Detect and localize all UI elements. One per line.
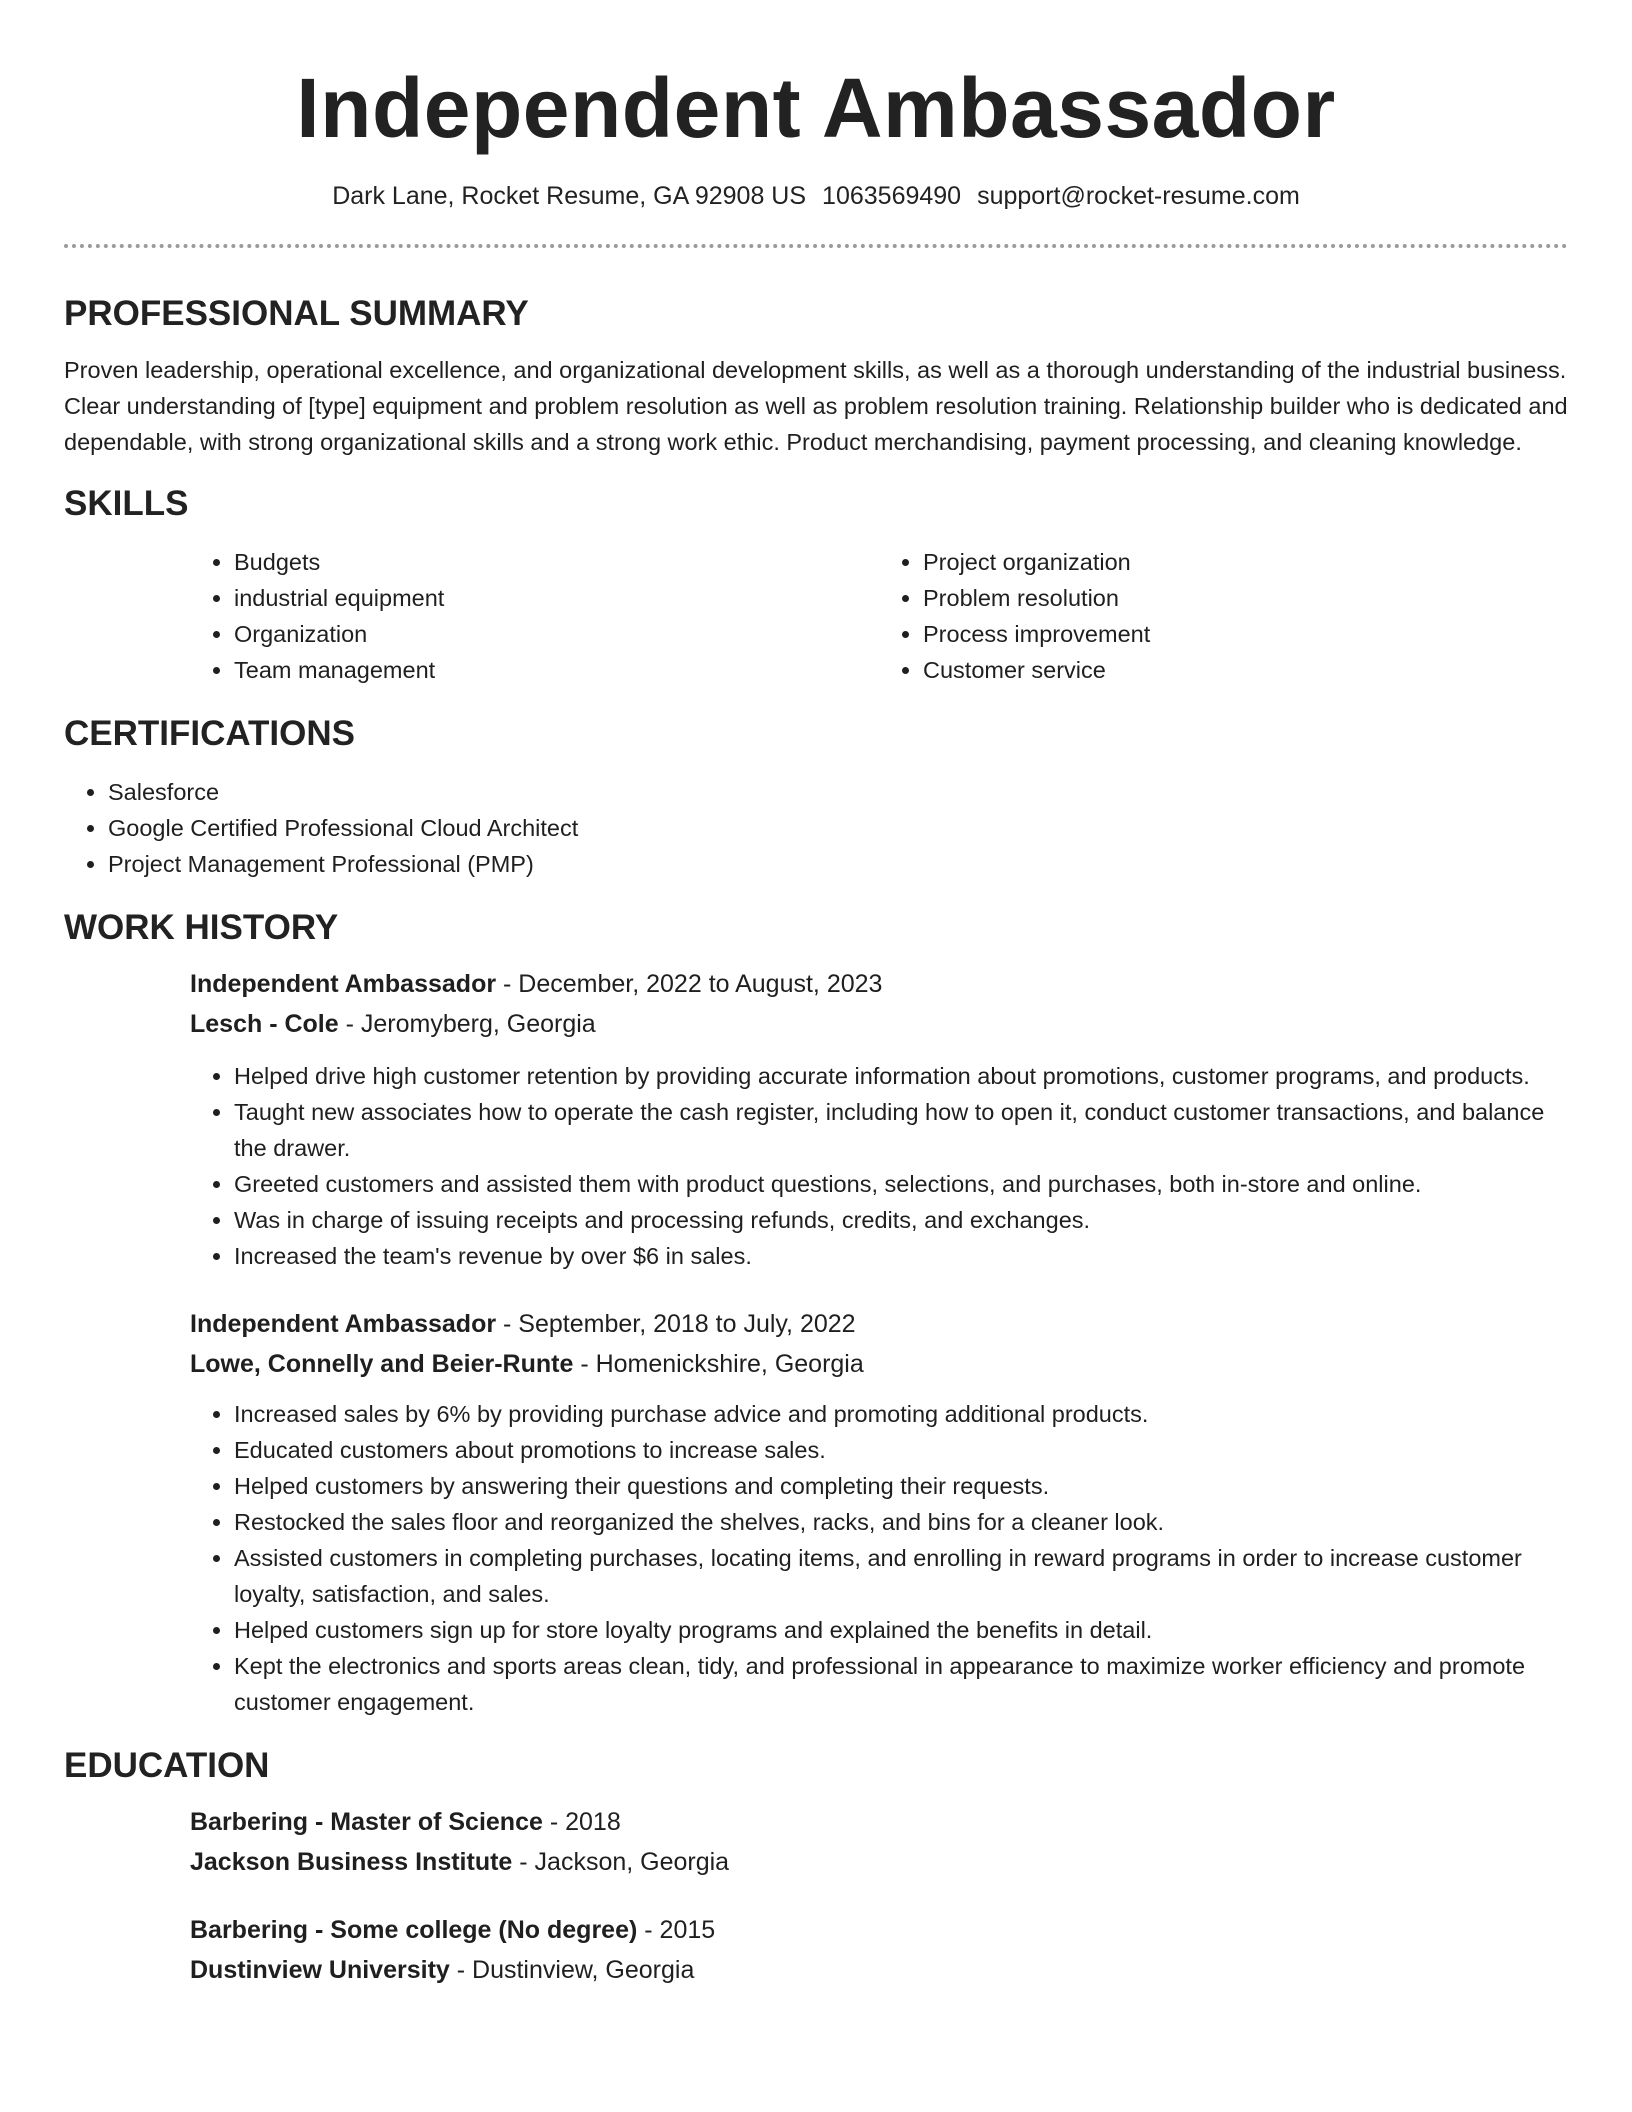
- job-company-line: [190, 1344, 1568, 1384]
- work-heading: WORK HISTORY: [64, 908, 339, 947]
- job-bullet: • Greeted customers and assisted them with product questions, selections, and purchases, both in-store and online.: [234, 1166, 1568, 1202]
- job-company: Lowe, Connelly and Beier-Runte: [190, 1350, 574, 1378]
- certifications-section: [64, 712, 1568, 882]
- skill-item: • Budgets: [234, 544, 879, 580]
- education-school-line: [190, 1842, 1568, 1882]
- education-location: - Dustinview, Georgia: [449, 1956, 695, 1984]
- job-bullet: • Kept the electronics and sports areas clean, tidy, and professional in appearance to maximize worker efficiency and promote customer engagement.: [234, 1648, 1568, 1720]
- job-bullets: [190, 1058, 1568, 1274]
- summary-text: Proven leadership, operational excellence, and organizational development skills, as well as a thorough understanding of the industrial business. Clear understanding of [type] equipment and problem resolution as well as problem resolution training. Relationship builder who is dedicated and dependable, with strong organizational skills and a strong work ethic. Product merchandising, payment processing, and cleaning knowledge.: [64, 357, 1568, 455]
- education-entry: [190, 1802, 1568, 1882]
- education-heading: EDUCATION: [64, 1746, 270, 1785]
- skills-section: [64, 482, 1568, 688]
- skill-item: • Organization: [234, 616, 879, 652]
- job-company: Lesch - Cole: [190, 1010, 339, 1038]
- job-role: Independent Ambassador: [190, 970, 497, 998]
- skill-item: • Process improvement: [923, 616, 1568, 652]
- skills-list-left: [190, 544, 879, 688]
- job-title-line: [190, 1304, 1568, 1344]
- education-year: - 2018: [542, 1808, 621, 1836]
- contact-address: Dark Lane, Rocket Resume, GA 92908 US: [332, 182, 807, 210]
- summary-heading: PROFESSIONAL SUMMARY: [64, 294, 529, 333]
- job-bullet: • Educated customers about promotions to increase sales.: [234, 1432, 1568, 1468]
- education-section: [64, 1744, 1568, 1990]
- skill-item: • Project organization: [923, 544, 1568, 580]
- skills-heading: SKILLS: [64, 484, 189, 523]
- job-dates: - September, 2018 to July, 2022: [496, 1310, 856, 1338]
- summary-section: [64, 292, 1568, 460]
- skills-list-right: [879, 544, 1568, 688]
- education-degree-line: [190, 1910, 1568, 1950]
- certifications-heading: CERTIFICATIONS: [64, 714, 356, 753]
- certification-item: • Project Management Professional (PMP): [108, 846, 1568, 882]
- resume-name: Independent Ambassador: [296, 61, 1336, 155]
- education-school: Jackson Business Institute: [190, 1848, 513, 1876]
- education-location: - Jackson, Georgia: [512, 1848, 730, 1876]
- job-bullet: • Helped customers by answering their questions and completing their requests.: [234, 1468, 1568, 1504]
- job-bullet: • Helped drive high customer retention by providing accurate information about promotions, customer programs, and products.: [234, 1058, 1568, 1094]
- job-entry: [190, 1304, 1568, 1720]
- certifications-list: [64, 774, 1568, 882]
- skill-item: • Team management: [234, 652, 879, 688]
- skill-item: • Problem resolution: [923, 580, 1568, 616]
- skills-grid: [190, 544, 1568, 688]
- education-degree: Barbering - Master of Science: [190, 1808, 543, 1836]
- job-location: - Homenickshire, Georgia: [573, 1350, 864, 1378]
- certification-item: • Salesforce: [108, 774, 1568, 810]
- job-bullet: • Assisted customers in completing purchases, locating items, and enrolling in reward programs in order to increase customer loyalty, satisfaction, and sales.: [234, 1540, 1568, 1612]
- job-bullets: [190, 1396, 1568, 1720]
- job-bullet: • Restocked the sales floor and reorganized the shelves, racks, and bins for a cleaner look.: [234, 1504, 1568, 1540]
- skill-item: • industrial equipment: [234, 580, 879, 616]
- education-school-line: [190, 1950, 1568, 1990]
- job-role: Independent Ambassador: [190, 1310, 497, 1338]
- skill-item: • Customer service: [923, 652, 1568, 688]
- education-entry: [190, 1910, 1568, 1990]
- job-entry: [190, 964, 1568, 1274]
- job-bullet: • Increased sales by 6% by providing purchase advice and promoting additional products.: [234, 1396, 1568, 1432]
- contact-email: support@rocket-resume.com: [977, 182, 1300, 210]
- job-bullet: • Taught new associates how to operate the cash register, including how to open it, conduct customer transactions, and balance the drawer.: [234, 1094, 1568, 1166]
- work-section: [64, 906, 1568, 1720]
- contact-line: [64, 180, 1568, 212]
- contact-phone: 1063569490: [822, 182, 962, 210]
- certification-item: • Google Certified Professional Cloud Architect: [108, 810, 1568, 846]
- job-bullet: • Helped customers sign up for store loyalty programs and explained the benefits in detail.: [234, 1612, 1568, 1648]
- job-title-line: [190, 964, 1568, 1004]
- job-bullet: • Increased the team's revenue by over $6 in sales.: [234, 1238, 1568, 1274]
- education-degree-line: [190, 1802, 1568, 1842]
- education-degree: Barbering - Some college (No degree): [190, 1916, 638, 1944]
- job-location: - Jeromyberg, Georgia: [338, 1010, 596, 1038]
- header-divider: [64, 244, 1568, 248]
- education-year: - 2015: [637, 1916, 716, 1944]
- job-dates: - December, 2022 to August, 2023: [496, 970, 883, 998]
- education-school: Dustinview University: [190, 1956, 450, 1984]
- job-bullet: • Was in charge of issuing receipts and processing refunds, credits, and exchanges.: [234, 1202, 1568, 1238]
- job-company-line: [190, 1004, 1568, 1044]
